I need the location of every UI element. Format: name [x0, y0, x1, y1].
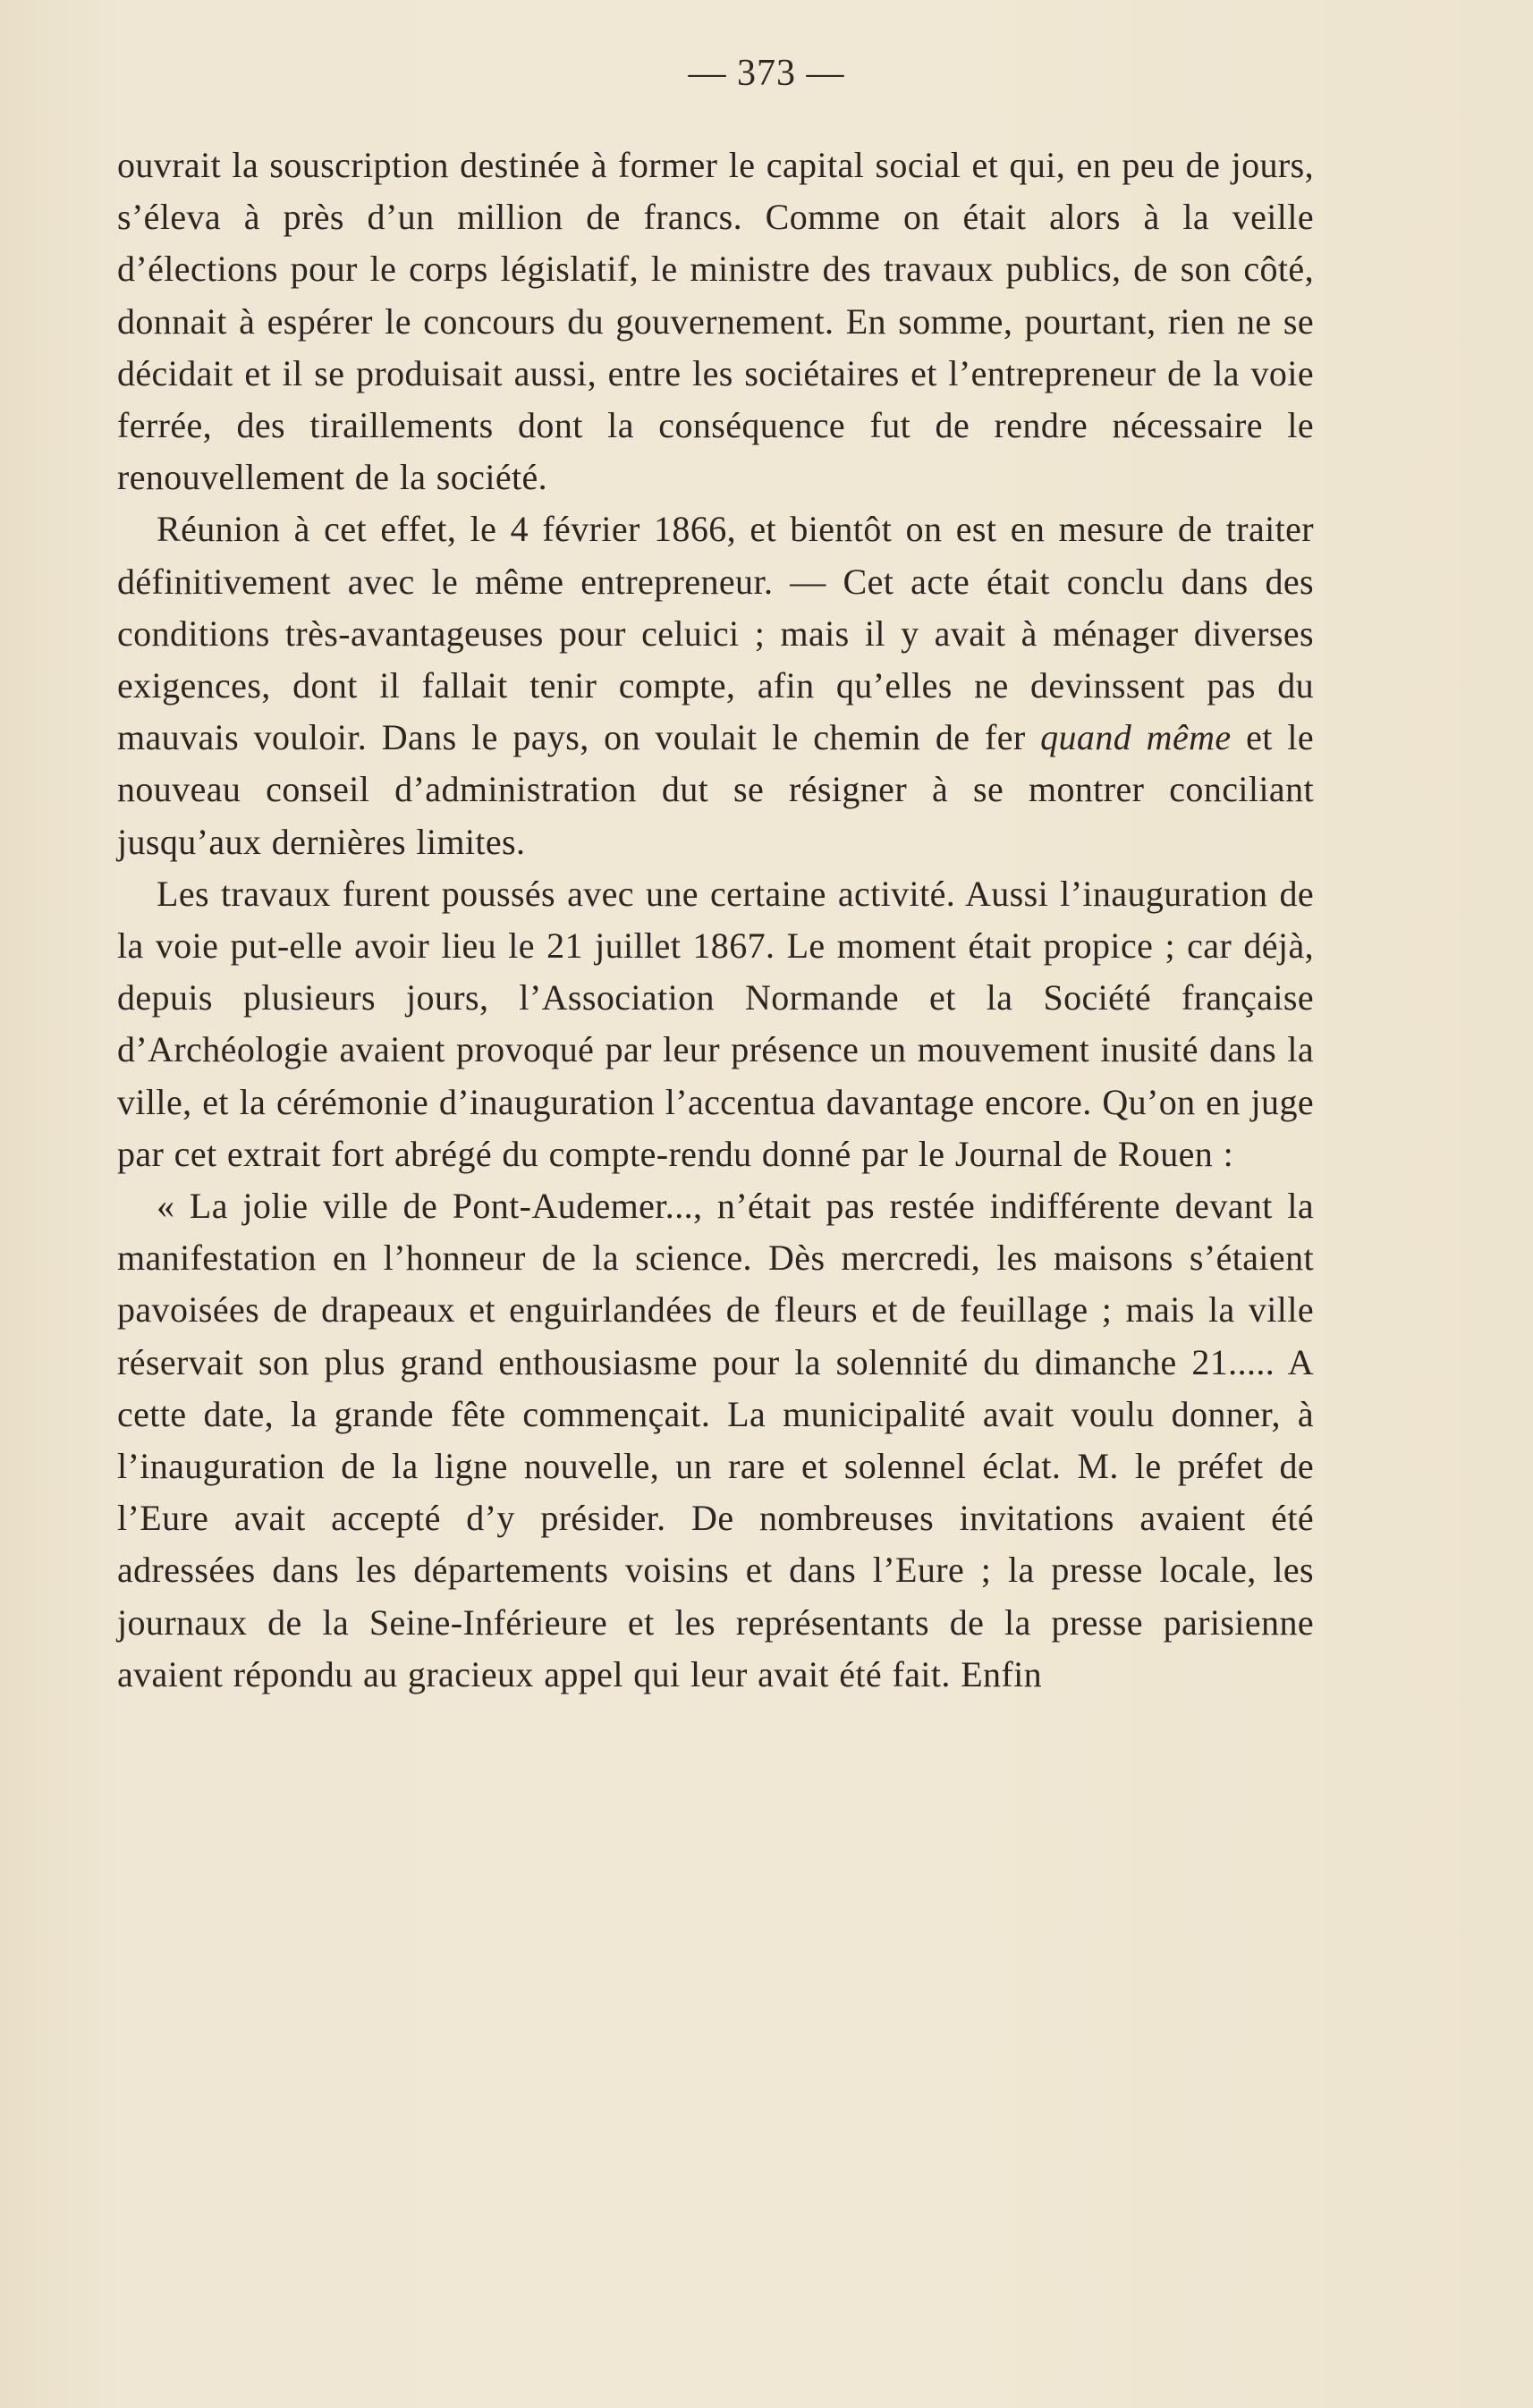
paragraph-2 — [117, 503, 1314, 867]
italic-phrase: quand même — [1040, 717, 1232, 758]
paragraph-2-part-1: Réunion à cet effet, le 4 février 1866, et bientôt on est en mesure de traiter définitivement avec le même entrepreneur. — Cet acte était conclu dans des conditions très-avantageuses pour celuici ; mais il y avait à ménager diverses exigences, dont il fallait tenir compte, afin qu’elles ne devinssent pas du mauvais vouloir. Dans le pays, on voulait le chemin de fer — [117, 509, 1314, 758]
paragraph-1: ouvrait la souscription destinée à former le capital social et qui, en peu de jours, s’éleva à près d’un million de francs. Comme on était alors à la veille d’élections pour le corps législatif, le ministre des travaux publics, de son côté, donnait à espérer le concours du gouvernement. En somme, pourtant, rien ne se décidait et il se produisait aussi, entre les sociétaires et l’entrepreneur de la voie ferrée, des tiraillements dont la conséquence fut de rendre nécessaire le renouvellement de la société. — [117, 145, 1314, 498]
paragraph-4-quotation: « La jolie ville de Pont-Audemer..., n’était pas restée indifférente devant la manifestation en l’honneur de la science. Dès mercredi, les maisons s’étaient pavoisées de drapeaux et enguirlandées de fleurs et de feuillage ; mais la ville réservait son plus grand enthousiasme pour la solennité du dimanche 21..... A cette date, la grande fête commençait. La municipalité avait voulu donner, à l’inauguration de la ligne nouvelle, un rare et solennel éclat. M. le préfet de l’Eure avait accepté d’y présider. De nombreuses invitations avaient été adressées dans les départements voisins et dans l’Eure ; la presse locale, les journaux de la Seine-Inférieure et les représentants de la presse parisienne avaient répondu au gracieux appel qui leur avait été fait. Enfin — [117, 1186, 1314, 1694]
paragraph-2-part-2: et le nouveau conseil d’administration dut se résigner à se montrer conciliant jusqu’aux dernières limites. — [117, 717, 1314, 862]
body-text — [117, 139, 1314, 1701]
paragraph-3: Les travaux furent poussés avec une certaine activité. Aussi l’inauguration de la voie put-elle avoir lieu le 21 juillet 1867. Le moment était propice ; car déjà, depuis plusieurs jours, l’Association Normande et la Société française d’Archéologie avaient provoqué par leur présence un mouvement inusité dans la ville, et la cérémonie d’inauguration l’accentua davantage encore. Qu’on en juge par cet extrait fort abrégé du compte-rendu donné par le Journal de Rouen : — [117, 873, 1314, 1174]
page-number: — 373 — — [688, 53, 845, 94]
